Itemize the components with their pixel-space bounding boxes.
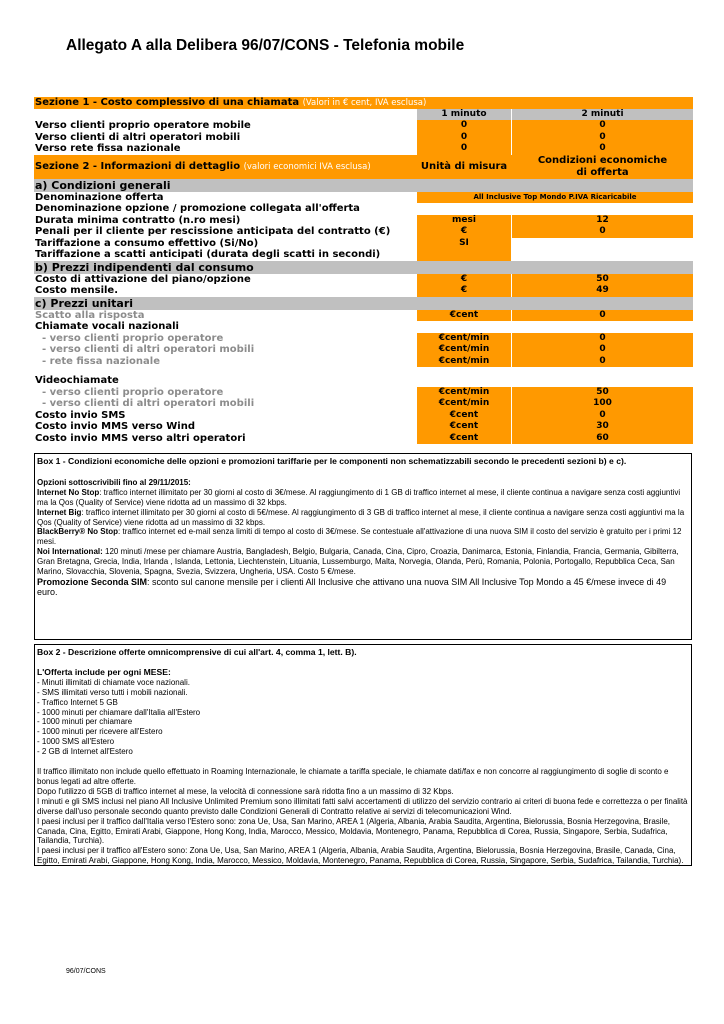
table-row: Verso clienti di altri operatori mobili 0 0 (34, 132, 693, 144)
list-item: - 1000 minuti per ricevere all'Estero (37, 727, 163, 737)
table-row: Tariffazione a consumo effettivo (Si/No) SI (34, 238, 693, 250)
list-item: - 2 GB di Internet all'Estero (37, 747, 133, 757)
list-item: - SMS illimitati verso tutti i mobili nazionali. (37, 687, 188, 697)
col-1-minuto: 1 minuto (417, 109, 511, 121)
table-row (34, 375, 693, 387)
table-row: Costo di attivazione del piano/opzione € 50 (34, 274, 693, 286)
list-item: - Minuti illimitati di chiamate voce nazionali. (37, 677, 190, 687)
table-row: Costo mensile. € 49 (34, 285, 693, 297)
option-item: Internet Big: traffico internet illimitato per 30 giorni al costo di 5€/mese. Al raggiungimento di 3 GB di traffico internet al mese, il cliente continua a navigare senza costi aggiuntivi ma la Qos (Quality of Service) viene ridotta ad un massimo di 32 kbps. (37, 507, 685, 527)
option-item: Internet No Stop: traffico internet illimitato per 30 giorni al costo di 3€/mese. Al raggiungimento di 1 GB di traffico internet al mese, il cliente continua a navigare senza costi aggiuntivi ma la Qos (Quality of Service) viene ridotta ad un massimo di 32 kbps. (37, 487, 681, 507)
section-a-title: a) Condizioni generali (35, 178, 171, 192)
list-item: - Traffico Internet 5 GB (37, 697, 118, 707)
table-row: Scatto alla risposta €cent 0 (34, 310, 693, 322)
offer-name: All Inclusive Top Mondo P.IVA Ricaricabile (473, 192, 637, 201)
section-1-header (34, 97, 693, 109)
col-unita-misura: Unità di misura (420, 160, 508, 172)
paragraph: Dopo l'utilizzo di 5GB di traffico internet al mese, la velocità di connessione sarà ridotta fino a un massimo di 32 Kbps. (37, 786, 454, 796)
include-title: L'Offerta include per ogni MESE: (37, 666, 171, 677)
table-row: - verso clienti di altri operatori mobili €cent/min 0 (34, 344, 693, 356)
offer-table (34, 97, 693, 444)
table-row: - verso clienti di altri operatori mobili €cent/min 100 (34, 398, 693, 410)
paragraph: I paesi inclusi per il traffico all'Estero sono: Zona Ue, Usa, San Marino, AREA 1 (Algeria, Albania, Arabia Saudita, Argentina, Bielorussia, Bosnia Herzegovina, Brasile, Canada, Cina, Egitto, Emirati Arabi, Giappone, Hong Kong, India, Marocco, Messico, Moldavia, Montenegro, Panama, Repubblica di Corea, Russia, Singapore, Serbia, Sudafrica, Tailandia, Turchia). (37, 846, 684, 866)
table-row: - rete fissa nazionale €cent/min 0 (34, 356, 693, 368)
table-row: - verso clienti proprio operatore €cent/min 0 (34, 333, 693, 345)
paragraph: I paesi inclusi per il traffico dall'Italia verso l'Estero sono: zona Ue, Usa, San Marino, AREA 1 (Algeria, Albania, Arabia Saudita, Argentina, Bielorussia, Bosnia Herzegovina, Brasile, Canada, Cina, Egitto, Emirati Arabi, Giappone, Hong Kong, India, Marocco, Messico, Moldavia, Montenegro, Panama, Repubblica di Corea, Russia, Singapore, Serbia, Sudafrica, Tailandia, Turchia). (37, 816, 671, 846)
table-row: - verso clienti proprio operatore €cent/min 50 (34, 387, 693, 399)
include-list (37, 678, 688, 757)
promo-item: Promozione Seconda SIM: sconto sul canone mensile per i clienti All Inclusive che attivano una nuova SIM All Inclusive Top Mondo a 45 €/mese invece di 49 euro. (37, 576, 667, 598)
paragraph: I minuti e gli SMS inclusi nel piano All Inclusive Unlimited Premium sono illimitati fatti salvi accertamenti di utilizzo del servizio contrario ai criteri di buona fede e correttezza o per finalità diverse dall'uso personale secondo quanto previsto dalle Condizioni Generali di Contratto relative ai servizi di telecomunicazioni Wind. (37, 796, 688, 816)
section-2-header (34, 155, 693, 179)
option-item: BlackBerry® No Stop: traffico internet ed e-mail senza limiti di tempo al costo di 3€/mese. Se contestuale all'attivazione di una nuova SIM il costo del servizio è gratuito per i primi 12 mesi. (37, 527, 682, 547)
section-1-title: Sezione 1 - Costo complessivo di una chiamata (35, 97, 300, 108)
table-row: Verso clienti proprio operatore mobile 0 0 (34, 120, 693, 132)
table-row: Costo invio SMS €cent 0 (34, 410, 693, 422)
box-1-title: Box 1 - Condizioni economiche delle opzioni e promozioni tariffarie per le componenti non schematizzabili secondo le precedenti sezioni b) e c). (37, 456, 627, 466)
table-row: Costo invio MMS verso Wind €cent 30 (34, 421, 693, 433)
box-1-body (35, 478, 691, 598)
table-row: Penali per il cliente per rescissione anticipata del contratto (€) € 0 (34, 226, 693, 238)
options-title: Opzioni sottoscrivibili fino al 29/11/2015: (37, 477, 191, 487)
section-1-columns (34, 109, 693, 121)
section-b-title: b) Prezzi indipendenti dal consumo (35, 260, 254, 274)
section-c-header (34, 297, 693, 310)
box-2-title: Box 2 - Descrizione offerte omnicomprensive di cui all'art. 4, comma 1, lett. B). (37, 647, 357, 657)
video-title: Videochiamate (35, 375, 119, 386)
col-2-minuti: 2 minuti (512, 109, 693, 121)
paragraph: Il traffico illimitato non include quello effettuato in Roaming Internazionale, le chiamate a tariffa speciale, le chiamate dati/fax e non concorre al raggiungimento di soglie di sconto e bonus legati ad altre offerte. (37, 767, 669, 786)
section-a-header (34, 179, 693, 192)
list-item: - 1000 minuti per chiamare (37, 717, 133, 727)
table-row (34, 321, 693, 333)
option-item: Noi International: 120 minuti /mese per chiamare Austria, Bangladesh, Belgio, Bulgaria, Canada, Cina, Cipro, Croazia, Danimarca, Estonia, Finlandia, Francia, Germania, Gibilterra, Gran Bretagna, Grecia, India, Irlanda , Islanda, Lettonia, Liechtenstein, Lituania, Lussemburgo, Malta, Norvegia, Olanda, Perù, Romania, Polonia, Portogallo, Repubblica Ceca, San Marino, Slovacchia, Slovenia, Spagna, Svezia, Svizzera, Ungheria, USA. Costo 5 €/mese. (37, 547, 679, 577)
section-2-subtitle: (valori economici IVA esclusa) (243, 161, 371, 172)
section-2-title: Sezione 2 - Informazioni di dettaglio (35, 160, 241, 172)
section-c-title: c) Prezzi unitari (35, 296, 134, 310)
table-row: Costo invio MMS verso altri operatori €cent 60 (34, 433, 693, 445)
footer-code: 96/07/CONS (66, 968, 106, 975)
table-row: Denominazione offerta All Inclusive Top Mondo P.IVA Ricaricabile (34, 192, 693, 204)
section-1-subtitle: (Valori in € cent, IVA esclusa) (302, 98, 427, 108)
section-b-header (34, 261, 693, 274)
table-row: Verso rete fissa nazionale 0 0 (34, 143, 693, 155)
list-item: - 1000 minuti per chiamare dall'Italia all'Estero (37, 707, 201, 717)
table-row: Tariffazione a scatti anticipati (durata degli scatti in secondi) (34, 249, 693, 261)
box-2-body (35, 668, 691, 866)
box-2 (34, 644, 692, 866)
table-row: Denominazione opzione / promozione collegata all'offerta (35, 203, 360, 214)
col-condizioni: Condizioni economiche di offerta (537, 154, 668, 178)
document-title: Allegato A alla Delibera 96/07/CONS - Telefonia mobile (66, 37, 465, 54)
box-1 (34, 453, 692, 640)
table-row: Durata minima contratto (n.ro mesi) mesi 12 (34, 215, 693, 227)
chiamate-title: Chiamate vocali nazionali (35, 321, 179, 332)
list-item: - 1000 SMS all'Estero (37, 737, 115, 747)
